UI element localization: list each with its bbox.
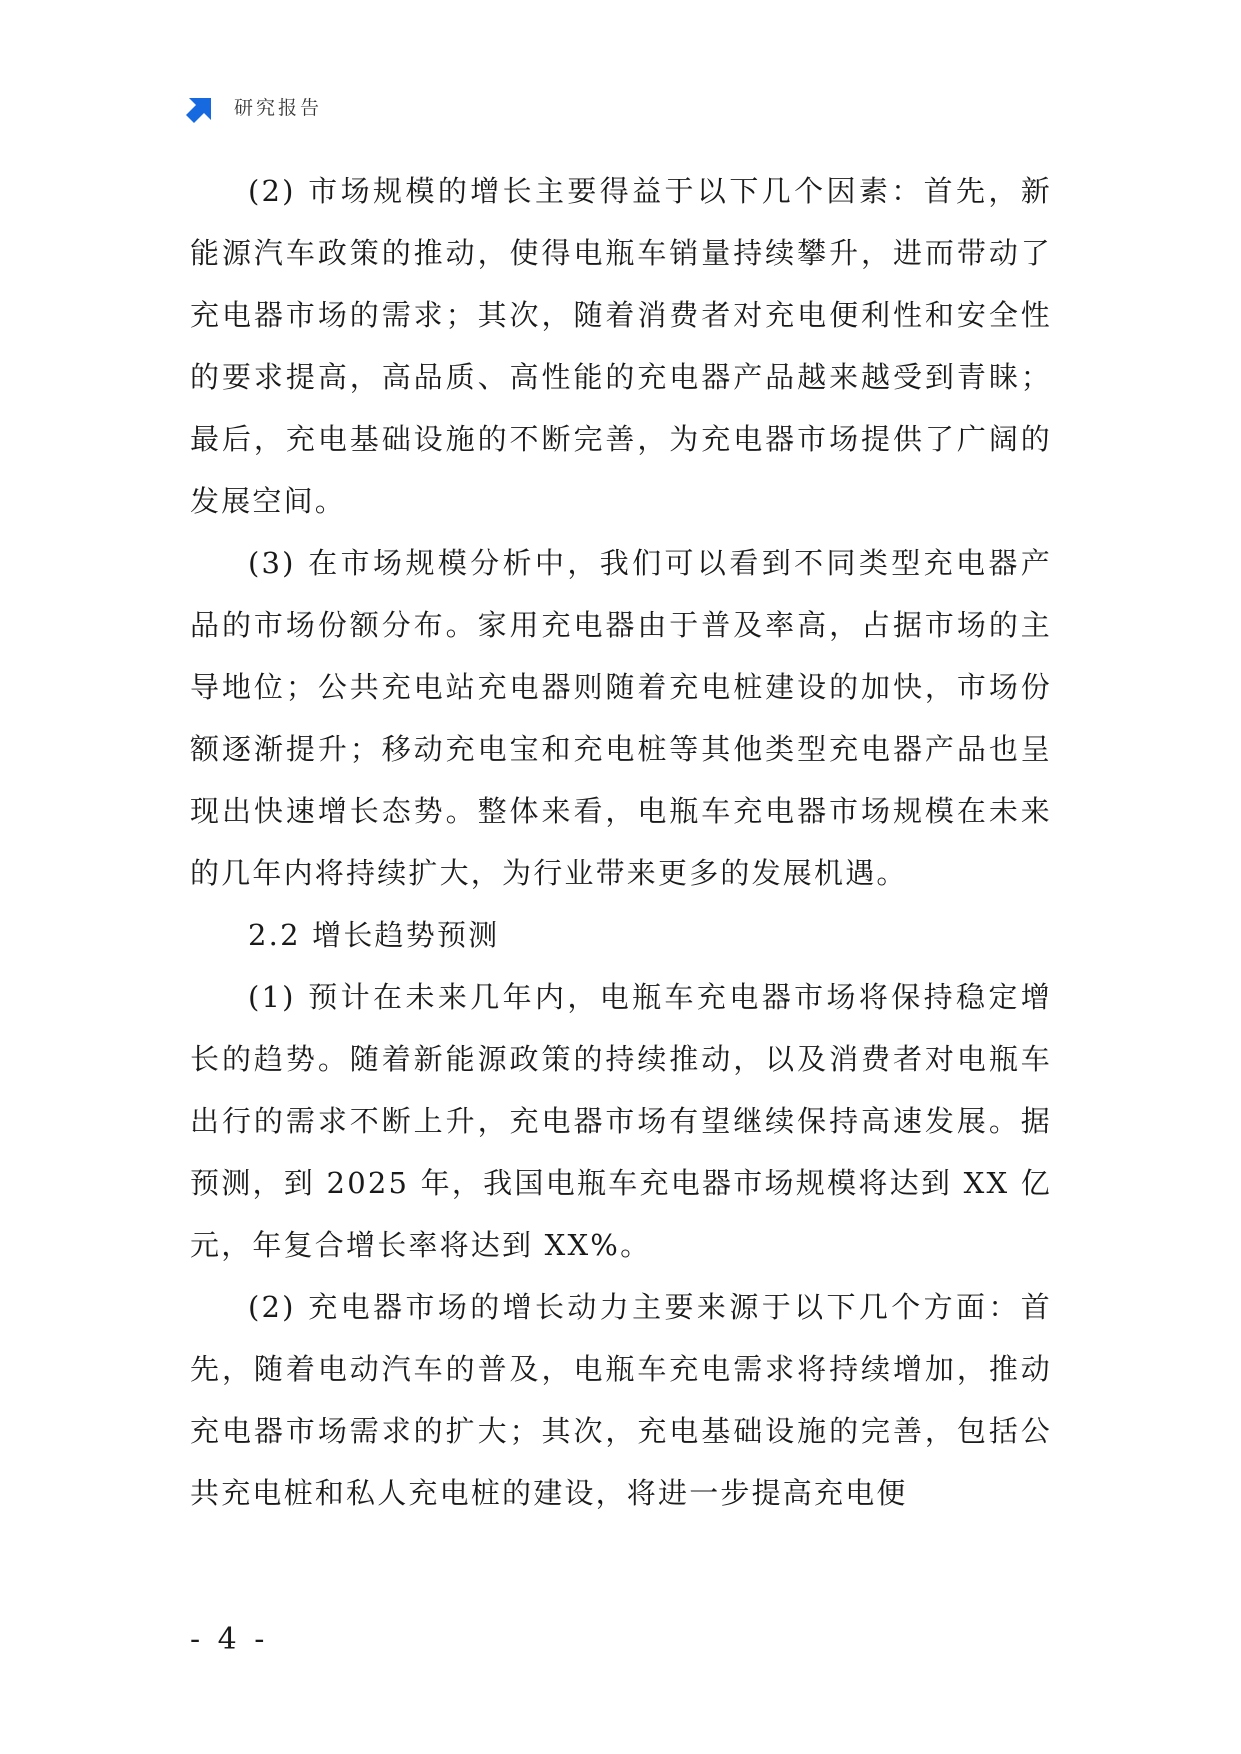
page-header: [186, 88, 322, 124]
header-title: 研究报告: [234, 96, 323, 119]
paragraph-growth-forecast: (1) 预计在未来几年内，电瓶车充电器市场将保持稳定增长的趋势。随着新能源政策的持续推动，以及消费者对电瓶车出行的需求不断上升，充电器市场有望继续保持高速发展。据预测，到 2025 年，我国电瓶车充电器市场规模将达到 XX 亿元，年复合增长率将达到 XX%。: [190, 980, 1052, 1262]
paragraph-market-share-distribution: (3) 在市场规模分析中，我们可以看到不同类型充电器产品的市场份额分布。家用充电器由于普及率高，占据市场的主导地位；公共充电站充电器则随着充电桩建设的加快，市场份额逐渐提升；移动充电宝和充电桩等其他类型充电器产品也呈现出快速增长态势。整体来看，电瓶车充电器市场规模在未来的几年内将持续扩大，为行业带来更多的发展机遇。: [190, 546, 1052, 890]
document-body: [190, 160, 1052, 1524]
arrow-up-right-icon: [186, 89, 220, 123]
paragraph-growth-drivers: (2) 充电器市场的增长动力主要来源于以下几个方面：首先，随着电动汽车的普及，电瓶车充电需求将持续增加，推动充电器市场需求的扩大；其次，充电基础设施的完善，包括公共充电桩和私人充电桩的建设，将进一步提高充电便: [190, 1290, 1052, 1510]
section-heading: 2.2 增长趋势预测: [248, 918, 500, 952]
page-number: - 4 -: [190, 1622, 269, 1657]
paragraph-market-growth-factors: (2) 市场规模的增长主要得益于以下几个因素：首先，新能源汽车政策的推动，使得电瓶车销量持续攀升，进而带动了充电器市场的需求；其次，随着消费者对充电便利性和安全性的要求提高，高品质、高性能的充电器产品越来越受到青睐；最后，充电基础设施的不断完善，为充电器市场提供了广阔的发展空间。: [190, 174, 1052, 518]
